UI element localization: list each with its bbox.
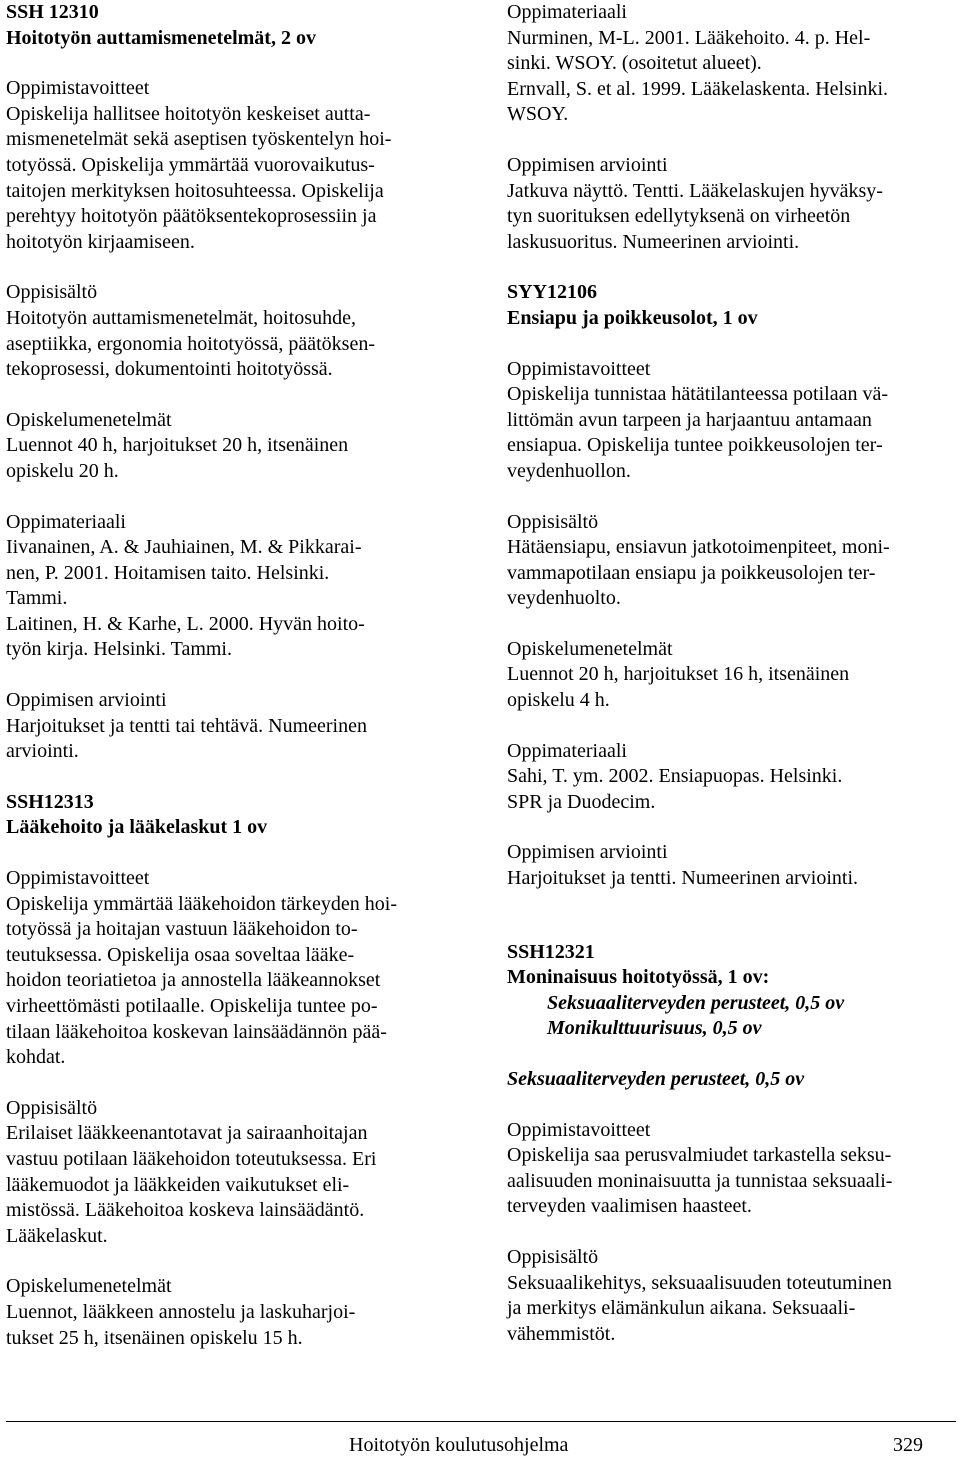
- section-label-methods: Opiskelumenetelmät: [6, 1275, 172, 1298]
- text-line: vähemmistöt.: [507, 1322, 616, 1345]
- course-syy12106: [507, 280, 959, 891]
- text-line: hoidon teoriatietoa ja annostella lääkeannokset: [6, 969, 381, 992]
- text-line: Luennot, lääkkeen annostelu ja laskuharjoi-: [6, 1300, 356, 1323]
- text-line: Opiskelija saa perusvalmiudet tarkastella seksu-: [507, 1144, 892, 1167]
- text-line: Tammi.: [6, 587, 68, 610]
- text-line: sinki. WSOY. (osoitetut alueet).: [507, 52, 762, 75]
- text-line: ja merkitys elämänkulun aikana. Seksuaali-: [507, 1297, 856, 1320]
- text-line: Seksuaalikehitys, seksuaalisuuden toteutuminen: [507, 1271, 892, 1294]
- section-label-objectives: Oppimistavoitteet: [507, 1118, 651, 1141]
- text-line: mistössä. Lääkehoitoa koskeva lainsäädäntö.: [6, 1199, 365, 1222]
- course-ssh12313: [6, 790, 458, 1351]
- text-line: WSOY.: [507, 103, 569, 126]
- section-label-methods: Opiskelumenetelmät: [6, 408, 172, 431]
- text-line: hoitotyön kirjaamiseen.: [6, 230, 195, 253]
- text-line: ensiapua. Opiskelija tuntee poikkeusolojen ter-: [507, 434, 883, 457]
- text-line: perehtyy hoitotyön päätöksentekoprosessiin ja: [6, 205, 377, 228]
- text-line: virheettömästi potilaalle. Opiskelija tuntee po-: [6, 995, 378, 1017]
- part-heading: Seksuaaliterveyden perusteet, 0,5 ov: [507, 1068, 805, 1090]
- section-label-objectives: Oppimistavoitteet: [6, 77, 150, 100]
- course-subpart-title: Seksuaaliterveyden perusteet, 0,5 ov: [547, 991, 845, 1014]
- text-line: Ernvall, S. et al. 1999. Lääkelaskenta. Helsinki.: [507, 77, 889, 100]
- text-line: aseptiikka, ergonomia hoitotyössä, päätöksen-: [6, 332, 375, 355]
- section-label-materials: Oppimateriaali: [507, 1, 627, 23]
- text-line: teutuksessa. Opiskelija osaa soveltaa lääke-: [6, 943, 355, 966]
- right-column: [507, 0, 959, 1347]
- text-line: veydenhuollon.: [507, 459, 631, 482]
- left-column: [6, 0, 458, 1351]
- text-line: nen, P. 2001. Hoitamisen taito. Helsinki.: [6, 561, 330, 584]
- text-line: Nurminen, M-L. 2001. Lääkehoito. 4. p. Hel-: [507, 26, 871, 49]
- text-line: totyössä ja hoitajan vastuun lääkehoidon to-: [6, 918, 358, 941]
- text-line: opiskelu 4 h.: [507, 689, 610, 712]
- text-line: SPR ja Duodecim.: [507, 790, 656, 813]
- text-line: Luennot 40 h, harjoitukset 20 h, itsenäinen: [6, 434, 349, 457]
- text-line: Laitinen, H. & Karhe, L. 2000. Hyvän hoito-: [6, 612, 365, 635]
- footer-rule: [6, 1421, 956, 1422]
- course-ssh12321: [507, 940, 959, 1348]
- text-line: arviointi.: [6, 740, 79, 763]
- text-line: Lääkelaskut.: [6, 1224, 108, 1247]
- course-title: Ensiapu ja poikkeusolot, 1 ov: [507, 306, 758, 329]
- section-label-assessment: Oppimisen arviointi: [6, 689, 167, 712]
- text-line: tekoprosessi, dokumentointi hoitotyössä.: [6, 358, 333, 381]
- course-title: Moninaisuus hoitotyössä, 1 ov:: [507, 966, 770, 989]
- section-label-content: Oppisisältö: [507, 1245, 599, 1268]
- text-line: aalisuuden moninaisuutta ja tunnistaa seksuaali-: [507, 1169, 893, 1192]
- section-label-content: Oppisisältö: [507, 510, 599, 533]
- text-line: Jatkuva näyttö. Tentti. Lääkelaskujen hyväksy-: [507, 179, 883, 202]
- section-label-assessment: Oppimisen arviointi: [507, 841, 668, 864]
- course-subpart-title: Monikulttuurisuus, 0,5 ov: [547, 1017, 762, 1040]
- text-line: Opiskelija hallitsee hoitotyön keskeiset autta-: [6, 102, 371, 125]
- text-line: työn kirja. Helsinki. Tammi.: [6, 638, 232, 661]
- section-label-content: Oppisisältö: [6, 1096, 98, 1119]
- course-title: Lääkehoito ja lääkelaskut 1 ov: [6, 816, 268, 839]
- text-line: vammapotilaan ensiapu ja poikkeusolojen ter-: [507, 561, 876, 584]
- page-number: 329: [893, 1434, 923, 1456]
- text-line: veydenhuolto.: [507, 587, 621, 610]
- section-label-objectives: Oppimistavoitteet: [507, 357, 651, 380]
- footer-title: Hoitotyön koulutusohjelma: [349, 1434, 569, 1456]
- text-line: tyn suorituksen edellytyksenä on virheetön: [507, 205, 851, 228]
- text-line: littömän avun tarpeen ja harjaantuu antamaan: [507, 408, 872, 431]
- section-label-methods: Opiskelumenetelmät: [507, 637, 673, 660]
- text-line: totyössä. Opiskelija ymmärtää vuorovaikutus-: [6, 153, 375, 176]
- section-label-assessment: Oppimisen arviointi: [507, 153, 668, 176]
- text-line: Luennot 20 h, harjoitukset 16 h, itsenäinen: [507, 663, 850, 686]
- text-line: Iivanainen, A. & Jauhiainen, M. & Pikkarai-: [6, 536, 362, 559]
- course-code: SSH 12310: [6, 1, 99, 23]
- course-code: SSH12321: [507, 940, 595, 963]
- section-label-content: Oppisisältö: [6, 281, 98, 304]
- text-line: taitojen merkityksen hoitosuhteessa. Opiskelija: [6, 179, 384, 202]
- text-line: mismenetelmät sekä aseptisen työskentelyn hoi-: [6, 128, 392, 151]
- course-code: SYY12106: [507, 281, 598, 304]
- section-label-materials: Oppimateriaali: [507, 739, 627, 762]
- text-line: lääkemuodot ja lääkkeiden vaikutukset eli-: [6, 1173, 350, 1196]
- text-line: Sahi, T. ym. 2002. Ensiapuopas. Helsinki.: [507, 765, 843, 788]
- text-line: Hätäensiapu, ensiavun jatkotoimenpiteet, moni-: [507, 536, 890, 559]
- text-line: opiskelu 20 h.: [6, 459, 119, 482]
- text-line: Harjoitukset ja tentti. Numeerinen arviointi.: [507, 867, 859, 890]
- section-label-objectives: Oppimistavoitteet: [6, 867, 150, 890]
- text-line: Erilaiset lääkkeenantotavat ja sairaanhoitajan: [6, 1122, 368, 1145]
- course-ssh12310: [6, 0, 458, 765]
- text-line: tukset 25 h, itsenäinen opiskelu 15 h.: [6, 1326, 303, 1349]
- text-line: kohdat.: [6, 1046, 66, 1069]
- text-line: vastuu potilaan lääkehoidon toteutuksessa. Eri: [6, 1147, 377, 1170]
- text-line: Harjoitukset ja tentti tai tehtävä. Numeerinen: [6, 714, 367, 737]
- text-line: Hoitotyön auttamismenetelmät, hoitosuhde,: [6, 306, 356, 329]
- section-label-materials: Oppimateriaali: [6, 510, 126, 533]
- text-line: Opiskelija ymmärtää lääkehoidon tärkeyden hoi-: [6, 892, 397, 915]
- text-line: laskusuoritus. Numeerinen arviointi.: [507, 230, 800, 253]
- text-line: terveyden vaalimisen haasteet.: [507, 1195, 752, 1218]
- course-ssh12313-continued: [507, 0, 959, 255]
- course-code: SSH12313: [6, 790, 94, 813]
- text-line: Opiskelija tunnistaa hätätilanteessa potilaan vä-: [507, 383, 888, 406]
- text-line: tilaan lääkehoitoa koskevan lainsäädännön pää-: [6, 1020, 387, 1043]
- course-title: Hoitotyön auttamismenetelmät, 2 ov: [6, 26, 316, 49]
